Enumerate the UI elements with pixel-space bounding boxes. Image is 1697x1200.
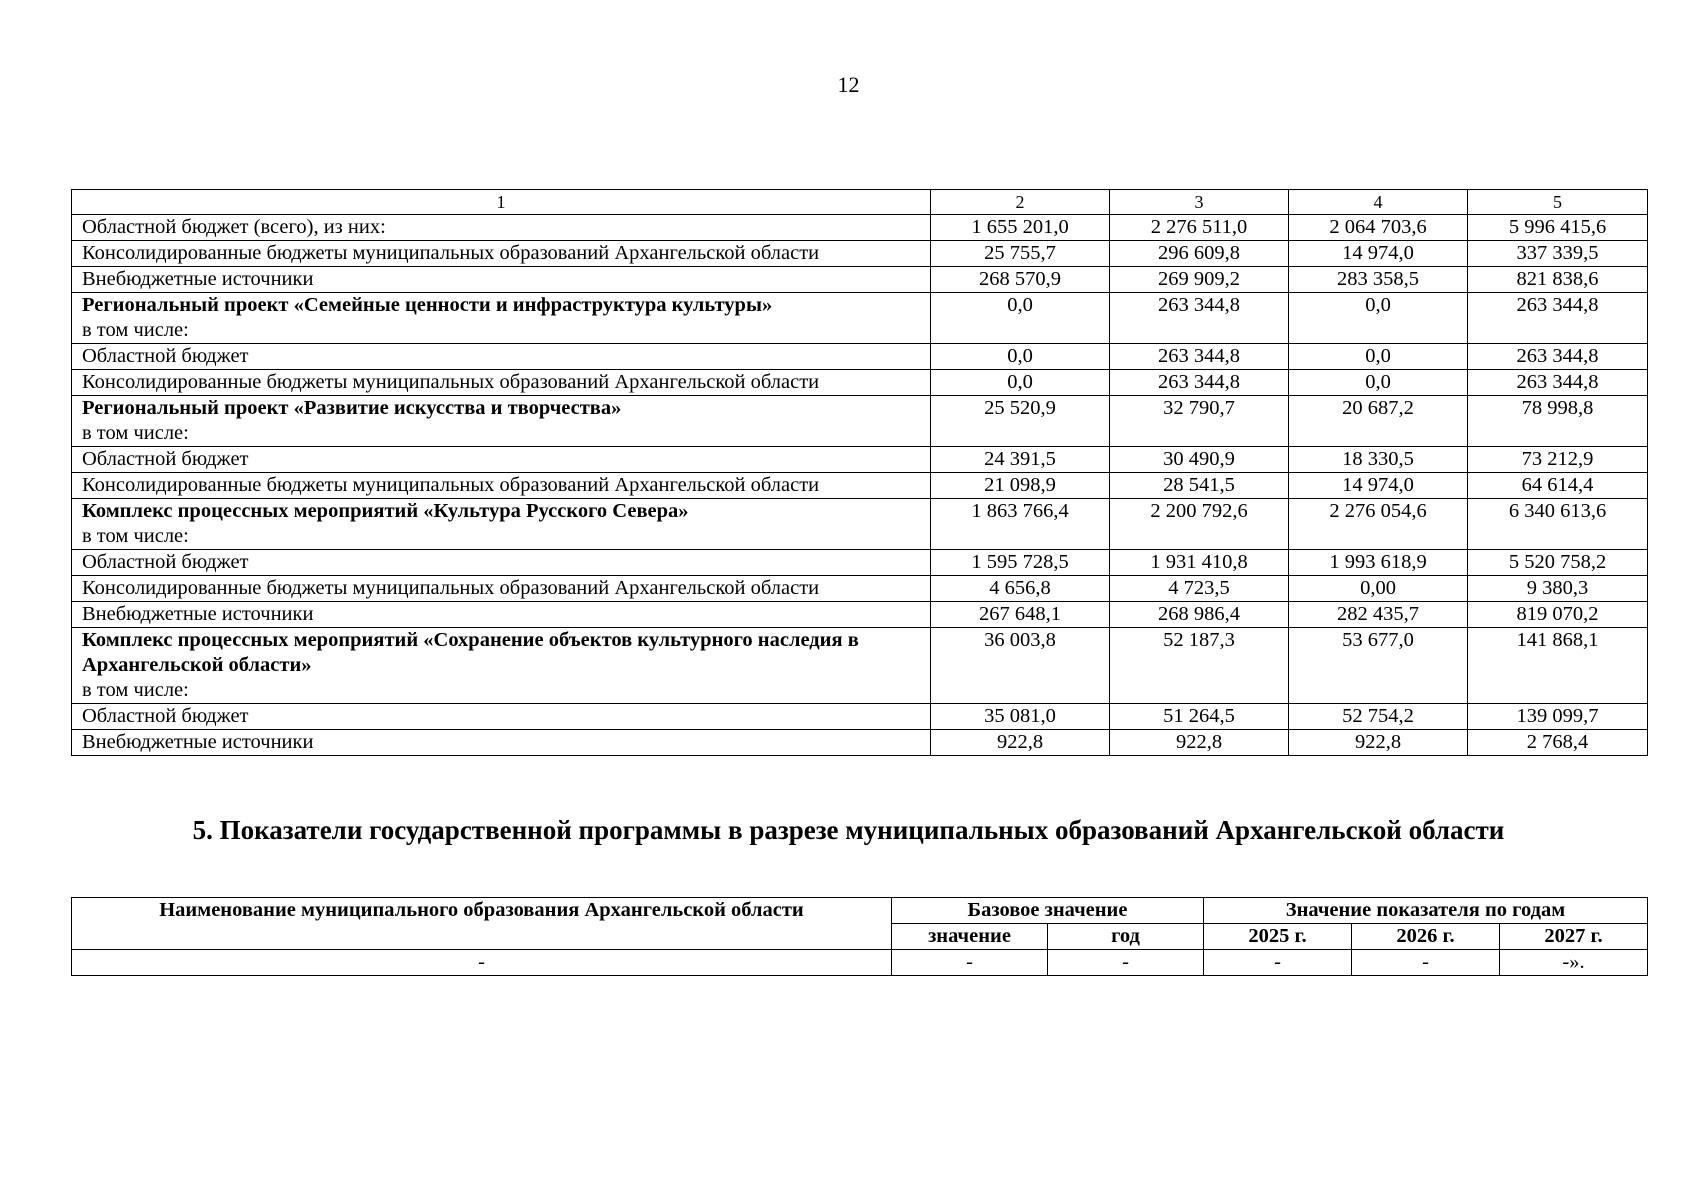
budget-value-cell: 25 520,9 xyxy=(931,396,1110,447)
budget-row-label-cell xyxy=(72,499,931,550)
budget-row-label-cell xyxy=(72,215,931,241)
budget-row-label: Консолидированные бюджеты муниципальных образований Архангельской области xyxy=(82,577,820,599)
indicators-cell: - xyxy=(72,950,892,976)
budget-value-cell: 2 276 054,6 xyxy=(1289,499,1468,550)
budget-value-cell: 32 790,7 xyxy=(1110,396,1289,447)
budget-row-label: Региональный проект «Семейные ценности и инфраструктура культуры» xyxy=(82,294,773,316)
budget-value-cell: 922,8 xyxy=(1289,730,1468,756)
budget-value-cell: 52 187,3 xyxy=(1110,628,1289,704)
budget-row-label: Внебюджетные источники xyxy=(82,731,314,753)
budget-value-cell: 922,8 xyxy=(1110,730,1289,756)
subheader-2027: 2027 г. xyxy=(1500,924,1648,950)
budget-value-cell: 267 648,1 xyxy=(931,602,1110,628)
budget-table-row xyxy=(72,473,1648,499)
budget-row-label: Областной бюджет xyxy=(82,448,249,470)
indicators-cell: - xyxy=(1048,950,1204,976)
column-number-row xyxy=(72,190,1648,215)
budget-value-cell: 24 391,5 xyxy=(931,447,1110,473)
budget-row-label: Консолидированные бюджеты муниципальных образований Архангельской области xyxy=(82,474,820,496)
budget-value-cell: 141 868,1 xyxy=(1468,628,1648,704)
budget-value-cell: 2 276 511,0 xyxy=(1110,215,1289,241)
budget-value-cell: 53 677,0 xyxy=(1289,628,1468,704)
budget-value-cell: 14 974,0 xyxy=(1289,241,1468,267)
budget-row-label-cell xyxy=(72,447,931,473)
budget-table-row xyxy=(72,241,1648,267)
subheader-value: значение xyxy=(892,924,1048,950)
budget-table-row xyxy=(72,215,1648,241)
page-number: 12 xyxy=(837,72,860,97)
budget-row-label-cell xyxy=(72,730,931,756)
budget-table-body xyxy=(72,190,1648,756)
budget-value-cell: 296 609,8 xyxy=(1110,241,1289,267)
subheader-2025: 2025 г. xyxy=(1204,924,1352,950)
budget-value-cell: 922,8 xyxy=(931,730,1110,756)
column-number: 2 xyxy=(931,190,1110,215)
budget-value-cell: 1 863 766,4 xyxy=(931,499,1110,550)
budget-row-label: Консолидированные бюджеты муниципальных образований Архангельской области xyxy=(82,242,820,264)
budget-value-cell: 1 993 618,9 xyxy=(1289,550,1468,576)
header-base-value: Базовое значение xyxy=(892,898,1204,924)
budget-value-cell: 6 340 613,6 xyxy=(1468,499,1648,550)
budget-row-label: Комплекс процессных мероприятий «Сохранение объектов культурного наследия в Архангельской области» xyxy=(82,629,859,676)
budget-value-cell: 821 838,6 xyxy=(1468,267,1648,293)
budget-row-label: Областной бюджет xyxy=(82,705,249,727)
budget-row-label-cell xyxy=(72,293,931,344)
budget-value-cell: 51 264,5 xyxy=(1110,704,1289,730)
budget-value-cell: 36 003,8 xyxy=(931,628,1110,704)
budget-value-cell: 0,0 xyxy=(931,344,1110,370)
budget-value-cell: 0,0 xyxy=(1289,370,1468,396)
budget-row-label: Областной бюджет xyxy=(82,551,249,573)
budget-value-cell: 25 755,7 xyxy=(931,241,1110,267)
indicators-cell: -». xyxy=(1500,950,1648,976)
budget-value-cell: 9 380,3 xyxy=(1468,576,1648,602)
budget-value-cell: 1 931 410,8 xyxy=(1110,550,1289,576)
header-values-by-year: Значение показателя по годам xyxy=(1204,898,1648,924)
budget-value-cell: 263 344,8 xyxy=(1468,344,1648,370)
budget-row-label-cell xyxy=(72,704,931,730)
budget-value-cell: 263 344,8 xyxy=(1110,293,1289,344)
budget-row-label-cell xyxy=(72,370,931,396)
indicators-cell: - xyxy=(892,950,1048,976)
budget-value-cell: 269 909,2 xyxy=(1110,267,1289,293)
budget-table-row xyxy=(72,396,1648,447)
budget-value-cell: 0,0 xyxy=(1289,344,1468,370)
budget-value-cell: 78 998,8 xyxy=(1468,396,1648,447)
budget-value-cell: 1 595 728,5 xyxy=(931,550,1110,576)
budget-row-label-cell xyxy=(72,576,931,602)
budget-value-cell: 2 200 792,6 xyxy=(1110,499,1289,550)
budget-row-label-cell xyxy=(72,628,931,704)
budget-value-cell: 0,00 xyxy=(1289,576,1468,602)
budget-row-label: Консолидированные бюджеты муниципальных образований Архангельской области xyxy=(82,371,820,393)
budget-row-sublabel: в том числе: xyxy=(82,422,189,444)
indicators-data-row xyxy=(72,950,1648,976)
budget-table xyxy=(71,189,1648,756)
budget-value-cell: 4 723,5 xyxy=(1110,576,1289,602)
budget-value-cell: 2 768,4 xyxy=(1468,730,1648,756)
budget-table-row xyxy=(72,628,1648,704)
indicators-cell: - xyxy=(1204,950,1352,976)
header-municipality-name: Наименование муниципального образования Архангельской области xyxy=(72,898,892,950)
budget-row-label-cell xyxy=(72,241,931,267)
budget-row-label-cell xyxy=(72,267,931,293)
subheader-2026: 2026 г. xyxy=(1352,924,1500,950)
budget-table-row xyxy=(72,447,1648,473)
budget-value-cell: 14 974,0 xyxy=(1289,473,1468,499)
budget-table-row xyxy=(72,576,1648,602)
budget-value-cell: 819 070,2 xyxy=(1468,602,1648,628)
budget-value-cell: 28 541,5 xyxy=(1110,473,1289,499)
column-number: 4 xyxy=(1289,190,1468,215)
section-title: 5. Показатели государственной программы в разрезе муниципальных образований Архангельской области xyxy=(192,815,1505,845)
budget-value-cell: 64 614,4 xyxy=(1468,473,1648,499)
budget-value-cell: 263 344,8 xyxy=(1110,344,1289,370)
budget-table-row xyxy=(72,344,1648,370)
budget-value-cell: 2 064 703,6 xyxy=(1289,215,1468,241)
column-number: 5 xyxy=(1468,190,1648,215)
budget-row-label: Комплекс процессных мероприятий «Культура Русского Севера» xyxy=(82,500,689,522)
budget-value-cell: 1 655 201,0 xyxy=(931,215,1110,241)
budget-value-cell: 73 212,9 xyxy=(1468,447,1648,473)
budget-row-label: Внебюджетные источники xyxy=(82,603,314,625)
budget-row-label: Областной бюджет (всего), из них: xyxy=(82,216,386,238)
budget-value-cell: 5 520 758,2 xyxy=(1468,550,1648,576)
budget-row-label: Региональный проект «Развитие искусства и творчества» xyxy=(82,397,622,419)
budget-table-row xyxy=(72,730,1648,756)
column-number: 1 xyxy=(72,190,931,215)
indicators-header-row xyxy=(72,898,1648,924)
budget-value-cell: 52 754,2 xyxy=(1289,704,1468,730)
column-number: 3 xyxy=(1110,190,1289,215)
budget-value-cell: 283 358,5 xyxy=(1289,267,1468,293)
budget-row-label-cell xyxy=(72,602,931,628)
budget-value-cell: 268 570,9 xyxy=(931,267,1110,293)
budget-value-cell: 263 344,8 xyxy=(1468,293,1648,344)
budget-table-row xyxy=(72,602,1648,628)
budget-row-sublabel: в том числе: xyxy=(82,679,189,701)
subheader-year: год xyxy=(1048,924,1204,950)
budget-row-label-cell xyxy=(72,344,931,370)
budget-value-cell: 30 490,9 xyxy=(1110,447,1289,473)
budget-table-row xyxy=(72,267,1648,293)
budget-value-cell: 263 344,8 xyxy=(1110,370,1289,396)
indicators-cell: - xyxy=(1352,950,1500,976)
budget-table-row xyxy=(72,293,1648,344)
budget-value-cell: 4 656,8 xyxy=(931,576,1110,602)
budget-row-label: Внебюджетные источники xyxy=(82,268,314,290)
budget-value-cell: 18 330,5 xyxy=(1289,447,1468,473)
budget-value-cell: 337 339,5 xyxy=(1468,241,1648,267)
budget-value-cell: 0,0 xyxy=(1289,293,1468,344)
budget-row-label-cell xyxy=(72,473,931,499)
budget-table-row xyxy=(72,550,1648,576)
budget-table-row xyxy=(72,370,1648,396)
budget-value-cell: 263 344,8 xyxy=(1468,370,1648,396)
budget-row-sublabel: в том числе: xyxy=(82,525,189,547)
budget-value-cell: 268 986,4 xyxy=(1110,602,1289,628)
budget-value-cell: 0,0 xyxy=(931,370,1110,396)
budget-table-row xyxy=(72,704,1648,730)
budget-value-cell: 20 687,2 xyxy=(1289,396,1468,447)
budget-value-cell: 282 435,7 xyxy=(1289,602,1468,628)
budget-table-row xyxy=(72,499,1648,550)
budget-row-label-cell xyxy=(72,550,931,576)
budget-value-cell: 21 098,9 xyxy=(931,473,1110,499)
budget-value-cell: 0,0 xyxy=(931,293,1110,344)
budget-row-label-cell xyxy=(72,396,931,447)
indicators-table xyxy=(71,897,1648,976)
budget-value-cell: 35 081,0 xyxy=(931,704,1110,730)
budget-row-label: Областной бюджет xyxy=(82,345,249,367)
budget-row-sublabel: в том числе: xyxy=(82,319,189,341)
budget-value-cell: 5 996 415,6 xyxy=(1468,215,1648,241)
budget-value-cell: 139 099,7 xyxy=(1468,704,1648,730)
